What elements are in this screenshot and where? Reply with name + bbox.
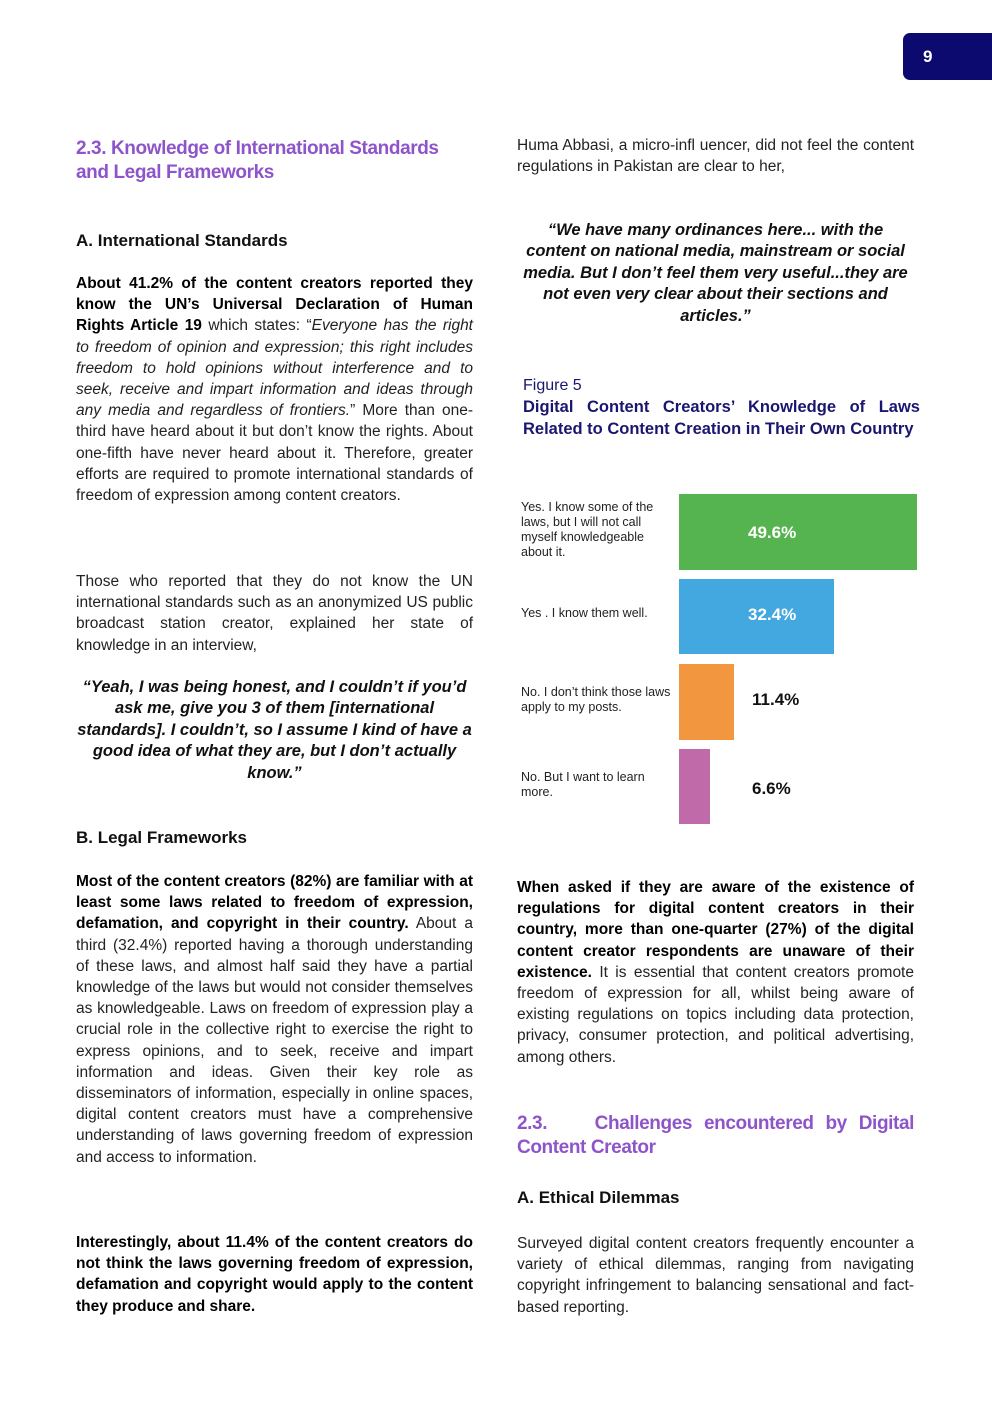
bar-chart <box>517 490 927 830</box>
quote-huma-abbasi-block <box>517 220 914 327</box>
paragraph-us-creator <box>76 571 473 656</box>
figure-label: Figure 5 <box>523 377 582 394</box>
para-1-normal: which states: “ <box>201 317 312 335</box>
section-heading-challenges: 2.3. Challenges encountered by Digital Content Creator <box>517 1113 919 1158</box>
section-heading-knowledge: 2.3. Knowledge of International Standards and Legal Frameworks <box>76 138 439 183</box>
para-2: Those who reported that they do not know the UN international standards such as an anonymized US public broadcast station creator, explained her state of knowledge in an interview, <box>76 573 473 654</box>
para-3-normal: About a third (32.4%) reported having a thorough understanding of these laws, and almost half said they have a partial knowledge of the laws but would not consider themselves as knowledgeable. Laws on freedom of expression play a crucial role in the collective right to exercise the right to express opinions, and to seek, receive and impart information and ideas. Given their key role as disseminators of information, especially in online spaces, digital content creators must have a comprehensive understanding of laws governing freedom of expression and access to information. <box>76 915 474 1166</box>
bar-label-want-learn: No. But I want to learn more. <box>521 770 645 799</box>
paragraph-ethical-dilemmas <box>517 1233 914 1318</box>
paragraph-international-standards <box>76 273 473 506</box>
sub-heading-international-standards: A. International Standards <box>76 231 288 250</box>
para-1-bold: About 41.2% of the content creators reported they know the UN’s Universal Declaration of Human Rights Article 19 <box>76 275 473 335</box>
page-number: 9 <box>923 47 933 66</box>
sub-heading-a-block <box>76 230 473 252</box>
sub-heading-b-block <box>76 827 473 849</box>
article-19-quote: Everyone has the right to freedom of opinion and expression; this right includes freedom to hold opinions without interference and to seek, receive and impart information and ideas through any media and regardless of frontiers. <box>76 317 473 420</box>
para-4 <box>76 1232 473 1317</box>
left-section-heading-block <box>76 137 473 185</box>
right-para-2 <box>517 877 914 1068</box>
sub-heading-legal-frameworks: B. Legal Frameworks <box>76 828 248 847</box>
bar-want-learn <box>679 749 710 824</box>
bar-label-dont-apply: No. I don’t think those laws apply to my posts. <box>521 685 671 714</box>
bar-value-know-some: 49.6% <box>748 523 797 542</box>
para-3-bold: Most of the content creators (82%) are familiar with at least some laws related to freedom of expression, defamation, and copyright in their country. <box>76 873 473 933</box>
quote-us-creator: “Yeah, I was being honest, and I couldn’t if you’d ask me, give you 3 of them [international standards]. I couldn’t, so I assume I kind of have a good idea of what they are, but I don’t actually know.” <box>77 678 472 782</box>
bar-value-want-learn: 6.6% <box>752 779 791 798</box>
sub-heading-ethical-block <box>517 1187 914 1209</box>
para-1 <box>76 273 473 506</box>
right-para-2-normal: It is essential that content creators promote freedom of expression for all, whilst being aware of existing regulations on topics including data protection, privacy, consumer protection, and political advertising, among others. <box>517 963 914 1066</box>
paragraph-awareness <box>517 877 914 1068</box>
sub-heading-ethical-dilemmas: A. Ethical Dilemmas <box>517 1188 680 1207</box>
bar-value-dont-apply: 11.4% <box>752 690 800 709</box>
paragraph-huma-abbasi <box>517 135 914 177</box>
bar-label-know-well: Yes . I know them well. <box>521 606 648 620</box>
bar-know-some <box>679 494 917 570</box>
quote-huma-abbasi: “We have many ordinances here... with the content on national media, mainstream or social media. But I don’t feel them very useful...they are not even very clear about their sections and articles.” <box>523 221 908 325</box>
right-section-heading-block <box>517 1112 919 1160</box>
paragraph-interestingly <box>76 1232 473 1317</box>
figure-title: Digital Content Creators’ Knowledge of Laws Related to Content Creation in Their Own Country <box>523 398 920 438</box>
page-number-tab <box>903 33 992 80</box>
bar-label-know-some: Yes. I know some of the laws, but I will not call myself knowledgeable about it. <box>521 500 654 559</box>
paragraph-legal-frameworks <box>76 871 473 1168</box>
quote-us-creator-block <box>76 677 473 784</box>
para-4-bold: Interestingly, about 11.4% of the content creators do not think the laws governing freedom of expression, defamation and copyright would apply to the content they produce and share. <box>76 1234 473 1315</box>
right-para-2-bold: When asked if they are aware of the existence of regulations for digital content creators in their country, more than one-quarter (27%) of the digital content creator respondents are unaware of their existence. <box>517 879 914 981</box>
bar-dont-apply <box>679 664 734 740</box>
right-para-3: Surveyed digital content creators frequently encounter a variety of ethical dilemmas, ranging from navigating copyright infringement to balancing sensational and fact-based reporting. <box>517 1235 914 1316</box>
para-1-rest: ” More than one-third have heard about it but don’t know the rights. About one-fifth have never heard about it. Therefore, greater efforts are required to promote international standards of freedom of expression among content creators. <box>76 402 473 505</box>
right-para-1: Huma Abbasi, a micro-infl uencer, did not feel the content regulations in Pakistan are clear to her, <box>517 137 914 176</box>
bar-value-know-well: 32.4% <box>748 605 797 624</box>
para-3 <box>76 871 473 1168</box>
